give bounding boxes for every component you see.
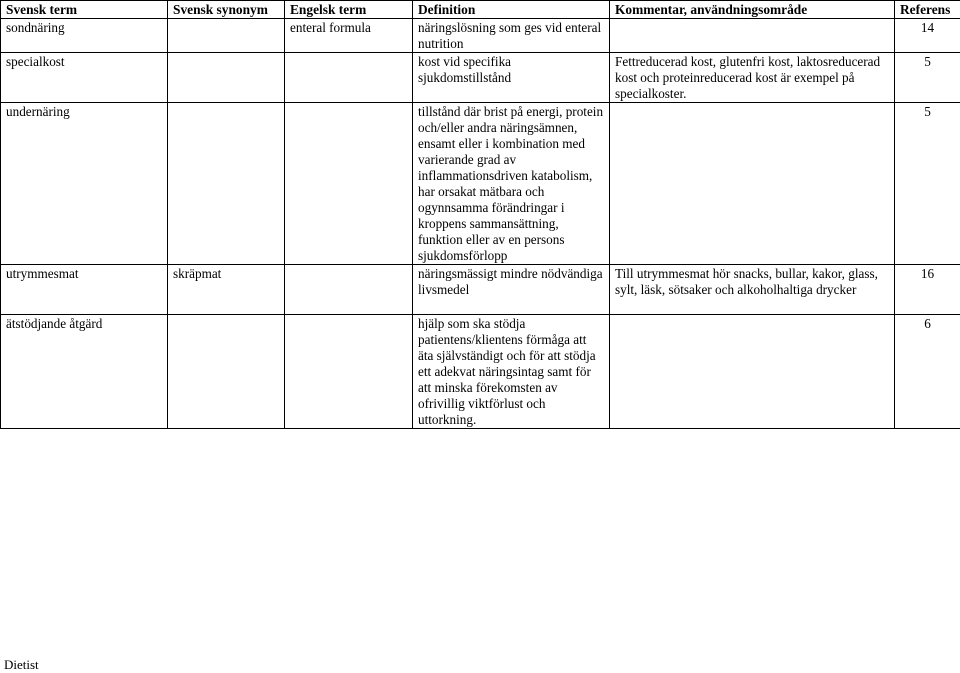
cell-definition: hjälp som ska stödja patientens/klientens förmåga att äta självständigt och för att stödja ett adekvat näringsintag samt för att minska förekomsten av ofrivillig viktförlust och uttorkning. — [413, 315, 610, 429]
cell-synonym: skräpmat — [168, 265, 285, 315]
table-row — [1, 265, 960, 315]
header-row — [1, 1, 960, 19]
table-row — [1, 315, 960, 429]
cell-reference: 16 — [895, 265, 960, 315]
cell-english — [285, 315, 413, 429]
cell-reference: 5 — [895, 53, 960, 103]
cell-term: undernäring — [1, 103, 168, 265]
cell-definition: kost vid specifika sjukdomstillstånd — [413, 53, 610, 103]
cell-comment — [610, 19, 895, 53]
cell-synonym — [168, 315, 285, 429]
header-reference: Referens — [895, 1, 960, 19]
table-row — [1, 53, 960, 103]
cell-synonym — [168, 103, 285, 265]
cell-definition: näringslösning som ges vid enteral nutrition — [413, 19, 610, 53]
cell-definition: tillstånd där brist på energi, protein och/eller andra näringsämnen, ensamt eller i kombination med varierande grad av inflammationsdriven katabolism, har orsakat mätbara och ogynnsamma förändringar i kroppens sammansättning, funktion eller av en persons sjukdomsförlopp — [413, 103, 610, 265]
header-synonym: Svensk synonym — [168, 1, 285, 19]
cell-term: utrymmesmat — [1, 265, 168, 315]
cell-reference: 14 — [895, 19, 960, 53]
table-row — [1, 103, 960, 265]
cell-reference: 6 — [895, 315, 960, 429]
cell-comment — [610, 103, 895, 265]
cell-comment: Till utrymmesmat hör snacks, bullar, kakor, glass, sylt, läsk, sötsaker och alkoholhaltiga drycker — [610, 265, 895, 315]
header-definition: Definition — [413, 1, 610, 19]
cell-term: sondnäring — [1, 19, 168, 53]
footer-label: Dietist — [4, 657, 39, 673]
cell-comment: Fettreducerad kost, glutenfri kost, laktosreducerad kost och proteinreducerad kost är exempel på specialkoster. — [610, 53, 895, 103]
cell-synonym — [168, 53, 285, 103]
table-row — [1, 19, 960, 53]
cell-reference: 5 — [895, 103, 960, 265]
header-term: Svensk term — [1, 1, 168, 19]
cell-english — [285, 265, 413, 315]
header-comment: Kommentar, användningsområde — [610, 1, 895, 19]
cell-definition: näringsmässigt mindre nödvändiga livsmedel — [413, 265, 610, 315]
cell-english — [285, 53, 413, 103]
header-english: Engelsk term — [285, 1, 413, 19]
cell-comment — [610, 315, 895, 429]
cell-term: specialkost — [1, 53, 168, 103]
cell-english: enteral formula — [285, 19, 413, 53]
cell-synonym — [168, 19, 285, 53]
cell-term: ätstödjande åtgärd — [1, 315, 168, 429]
cell-english — [285, 103, 413, 265]
